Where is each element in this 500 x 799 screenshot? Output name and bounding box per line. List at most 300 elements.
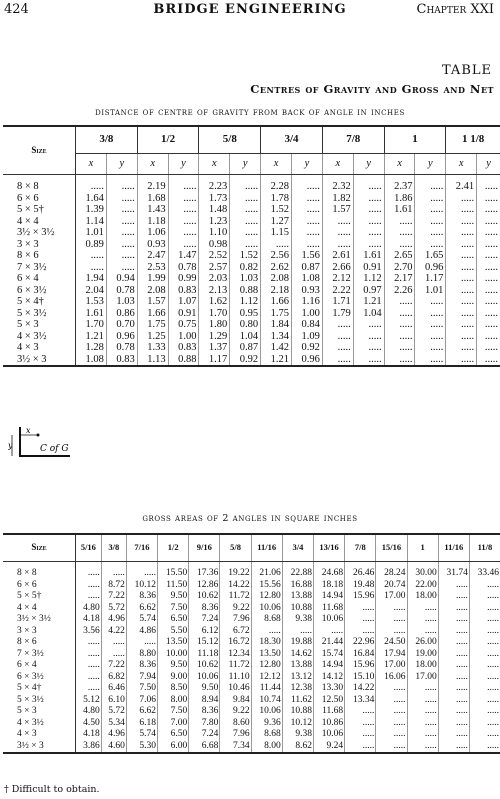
table-cell: 1.82 (322, 193, 353, 205)
table-cell: 0.94 (106, 273, 137, 285)
table-cell: ..... (322, 216, 353, 228)
table-cell: 21.06 (251, 562, 282, 580)
table-cell: ..... (469, 614, 500, 626)
table-cell: 11.62 (282, 695, 313, 707)
table-cell: 1.10 (199, 227, 230, 239)
table-cell: ..... (469, 695, 500, 707)
table-cell: 19.48 (345, 580, 376, 592)
table-cell: ..... (261, 239, 292, 251)
table-cell: 11.18 (189, 649, 220, 661)
table-cell: 0.96 (106, 331, 137, 343)
table-cell: ..... (469, 603, 500, 615)
table-cell: 1.03 (106, 296, 137, 308)
table-cell: 15.96 (345, 591, 376, 603)
table-cell: ..... (106, 193, 137, 205)
table-cell: 1.94 (76, 273, 107, 285)
table-cell: 5.72 (101, 706, 126, 718)
table-cell: 30.00 (407, 562, 438, 580)
table-cell: 1.99 (137, 273, 168, 285)
table-row (3, 660, 500, 672)
table-cell: 12.80 (251, 660, 282, 672)
table-cell: ..... (376, 706, 407, 718)
table-cell: 2.22 (322, 285, 353, 297)
table-cell: ..... (292, 175, 323, 193)
table-cell: ..... (469, 626, 500, 638)
angle-size-cell: 5 × 4† (3, 296, 76, 308)
table-cell: 1.13 (137, 354, 168, 367)
angle-size-cell: 5 × 3 (3, 319, 76, 331)
table-cell: ..... (76, 683, 102, 695)
table-cell: ..... (477, 319, 500, 331)
table-cell: 6.46 (101, 683, 126, 695)
angle-size-cell: 5 × 4† (3, 683, 76, 695)
table-cell: 6.62 (126, 603, 157, 615)
table-cell: 11.68 (313, 603, 344, 615)
table-cell: 0.91 (353, 262, 384, 274)
table-cell: 16.84 (345, 649, 376, 661)
angle-size-cell: 4 × 3½ (3, 331, 76, 343)
table-cell: 0.99 (168, 273, 199, 285)
table-cell: ..... (76, 250, 107, 262)
table-cell: ..... (446, 331, 477, 343)
angle-size-cell: 4 × 3½ (3, 718, 76, 730)
table-cell: ..... (230, 227, 261, 239)
table-cell: 4.96 (101, 614, 126, 626)
table-cell: 1.61 (353, 250, 384, 262)
table-cell: ..... (477, 262, 500, 274)
table-cell: 1.07 (168, 296, 199, 308)
angle-size-cell: 8 × 6 (3, 637, 76, 649)
table-cell: 9.50 (158, 591, 189, 603)
table-row (3, 729, 500, 741)
table-cell: ..... (438, 580, 469, 592)
table-cell: ..... (469, 706, 500, 718)
angle-centroid-diagram (8, 423, 78, 459)
table-cell: 8.36 (126, 591, 157, 603)
table-cell: 11.44 (251, 683, 282, 695)
table-cell: ..... (376, 614, 407, 626)
table-cell: ..... (438, 729, 469, 741)
table-cell: 0.70 (106, 319, 137, 331)
table-cell: 13.50 (251, 649, 282, 661)
table-cell: 2.53 (137, 262, 168, 274)
table-cell: 1.75 (261, 308, 292, 320)
table-cell: 2.12 (322, 273, 353, 285)
table-cell: ..... (415, 193, 446, 205)
footnote: † Difficult to obtain. (4, 784, 100, 795)
thickness-group-header: 1 1/8 (446, 126, 500, 154)
table-cell: 18.00 (407, 660, 438, 672)
table-cell: 15.96 (345, 660, 376, 672)
table-cell: 24.50 (376, 637, 407, 649)
gross-areas-table (3, 533, 500, 754)
angle-size-cell: 8 × 8 (3, 562, 76, 580)
table-cell: 11.72 (220, 591, 251, 603)
thickness-column-header: 1 (407, 534, 438, 562)
table-cell: ..... (76, 649, 102, 661)
table-cell: 4.22 (101, 626, 126, 638)
table-cell: 4.80 (76, 706, 102, 718)
table-cell: 0.88 (168, 354, 199, 367)
table-cell: 6.00 (158, 741, 189, 754)
table-cell: ..... (292, 227, 323, 239)
table-cell: 10.62 (189, 591, 220, 603)
table-cell: ..... (477, 285, 500, 297)
table-row (3, 319, 500, 331)
table-cell: 13.30 (313, 683, 344, 695)
table-cell: ..... (446, 250, 477, 262)
table-cell: 1.70 (76, 319, 107, 331)
table-row (3, 285, 500, 297)
table-row (3, 273, 500, 285)
angle-size-cell: 6 × 4 (3, 660, 76, 672)
table-cell: ..... (477, 250, 500, 262)
table-cell: 2.47 (137, 250, 168, 262)
table-cell: ..... (446, 204, 477, 216)
table-row (3, 683, 500, 695)
table-cell: 4.18 (76, 729, 102, 741)
table-cell: 1.04 (230, 331, 261, 343)
table-cell: 0.89 (76, 239, 107, 251)
thickness-column-header: 11/16 (251, 534, 282, 562)
thickness-column-header: 3/8 (101, 534, 126, 562)
table-cell: 2.13 (199, 285, 230, 297)
table-cell: ..... (376, 603, 407, 615)
table-cell: ..... (477, 273, 500, 285)
table-cell: 16.88 (282, 580, 313, 592)
table-row (3, 614, 500, 626)
table-cell: 1.78 (261, 193, 292, 205)
table-cell: 1.79 (322, 308, 353, 320)
table-cell: ..... (106, 204, 137, 216)
table-cell: ..... (477, 354, 500, 367)
angle-size-cell: 5 × 5† (3, 591, 76, 603)
table-cell: ..... (292, 239, 323, 251)
table-row (3, 695, 500, 707)
table-cell: 12.80 (251, 591, 282, 603)
table-cell: 3.56 (76, 626, 102, 638)
table-cell: ..... (168, 193, 199, 205)
y-column-header: y (230, 154, 261, 175)
table-cell: 1.66 (137, 308, 168, 320)
table-cell: 10.00 (158, 649, 189, 661)
table-cell: 10.46 (220, 683, 251, 695)
table-cell: ..... (353, 331, 384, 343)
table-cell: ..... (469, 591, 500, 603)
table-cell: ..... (384, 308, 415, 320)
thickness-column-header: 5/8 (220, 534, 251, 562)
table-cell: 9.84 (220, 695, 251, 707)
y-column-header: y (292, 154, 323, 175)
table-cell: ..... (438, 591, 469, 603)
table-cell: ..... (415, 308, 446, 320)
table-cell: 10.12 (282, 718, 313, 730)
table-cell: 8.00 (251, 741, 282, 754)
table-row (3, 193, 500, 205)
table-cell: 1.53 (76, 296, 107, 308)
table-cell: 4.80 (76, 603, 102, 615)
table-cell: 8.60 (220, 718, 251, 730)
y-column-header: y (477, 154, 500, 175)
table-cell: 2.66 (322, 262, 353, 274)
table-cell: 1.06 (137, 227, 168, 239)
y-column-header: y (415, 154, 446, 175)
table-cell: 4.60 (101, 741, 126, 754)
table-cell: 6.68 (189, 741, 220, 754)
table-cell: ..... (376, 718, 407, 730)
table-cell: 12.12 (251, 672, 282, 684)
table-cell: 1.86 (384, 193, 415, 205)
table-cell: ..... (384, 239, 415, 251)
table-cell: 18.00 (407, 591, 438, 603)
table-cell: 19.88 (282, 637, 313, 649)
table-cell: 13.34 (345, 695, 376, 707)
table-cell: 17.94 (376, 649, 407, 661)
table-cell: 1.52 (230, 250, 261, 262)
table-cell: ..... (230, 216, 261, 228)
table-cell: 12.50 (313, 695, 344, 707)
table-cell: 5.74 (126, 614, 157, 626)
table-cell: 5.12 (76, 695, 102, 707)
angle-size-cell: 6 × 3½ (3, 285, 76, 297)
thickness-group-header: 3/4 (261, 126, 323, 154)
table-cell: 2.37 (384, 175, 415, 193)
table-row (3, 580, 500, 592)
table-cell: 0.83 (168, 342, 199, 354)
x-column-header: x (384, 154, 415, 175)
table-cell: 1.00 (168, 331, 199, 343)
table-cell: 10.62 (189, 660, 220, 672)
table-cell: ..... (322, 331, 353, 343)
table-cell: 4.50 (76, 718, 102, 730)
table-cell: 1.71 (322, 296, 353, 308)
table-cell: 1.03 (230, 273, 261, 285)
table-cell: ..... (353, 193, 384, 205)
table-cell: ..... (76, 580, 102, 592)
table-cell: 0.88 (230, 285, 261, 297)
table-cell: ..... (292, 216, 323, 228)
table-cell: 16.72 (220, 637, 251, 649)
table-cell: ..... (101, 637, 126, 649)
table-cell: 1.16 (292, 296, 323, 308)
table-cell: ..... (469, 580, 500, 592)
table-cell: ..... (446, 285, 477, 297)
table-cell: ..... (76, 262, 107, 274)
table-cell: 1.56 (292, 250, 323, 262)
table-cell: 13.88 (282, 591, 313, 603)
table-row (3, 718, 500, 730)
table-cell: 7.96 (220, 729, 251, 741)
thickness-group-header: 1/2 (137, 126, 199, 154)
table-cell: ..... (446, 193, 477, 205)
table-cell: 6.18 (126, 718, 157, 730)
table-cell: 13.12 (282, 672, 313, 684)
angle-size-cell: 4 × 4 (3, 216, 76, 228)
table-cell: 2.04 (76, 285, 107, 297)
table-cell: 2.26 (384, 285, 415, 297)
thickness-column-header: 7/16 (126, 534, 157, 562)
thickness-column-header: 15/16 (376, 534, 407, 562)
table-cell: ..... (76, 672, 102, 684)
thickness-column-header: 1/2 (158, 534, 189, 562)
table-cell: 13.50 (158, 637, 189, 649)
table-cell: 5.30 (126, 741, 157, 754)
table-cell: ..... (376, 729, 407, 741)
table-cell: 15.50 (158, 562, 189, 580)
table-cell: ..... (384, 319, 415, 331)
angle-size-cell: 3½ × 3½ (3, 614, 76, 626)
table-cell: 0.78 (106, 285, 137, 297)
table-row (3, 239, 500, 251)
table-cell: 17.00 (376, 591, 407, 603)
table-cell: 0.93 (137, 239, 168, 251)
table-cell: 14.94 (313, 660, 344, 672)
table-cell: ..... (438, 695, 469, 707)
x-column-header: x (199, 154, 230, 175)
table-cell: ..... (407, 626, 438, 638)
table-row (3, 603, 500, 615)
table-cell: ..... (353, 175, 384, 193)
table-cell: 8.72 (101, 580, 126, 592)
table-cell: ..... (407, 614, 438, 626)
table-cell: 1.21 (353, 296, 384, 308)
table-cell: 0.86 (106, 308, 137, 320)
table-cell: ..... (384, 227, 415, 239)
table-cell: ..... (438, 649, 469, 661)
table-cell: ..... (446, 273, 477, 285)
centre-of-gravity-table (3, 125, 500, 367)
table-cell: ..... (76, 637, 102, 649)
table-cell: ..... (446, 262, 477, 274)
angle-size-cell: 3 × 3 (3, 239, 76, 251)
table-cell: 1.47 (168, 250, 199, 262)
table-cell: 1.43 (137, 204, 168, 216)
table-cell: 8.94 (189, 695, 220, 707)
table-cell: ..... (345, 626, 376, 638)
table-cell: ..... (345, 718, 376, 730)
thickness-column-header: 13/16 (313, 534, 344, 562)
table-cell: 16.06 (376, 672, 407, 684)
table-cell: ..... (446, 239, 477, 251)
table-cell: ..... (415, 342, 446, 354)
table-cell: 5.72 (101, 603, 126, 615)
table-cell: 8.62 (282, 741, 313, 754)
table-cell: ..... (230, 175, 261, 193)
table-cell: 6.62 (126, 706, 157, 718)
table-cell: 7.94 (126, 672, 157, 684)
table-cell: 0.75 (168, 319, 199, 331)
table-cell: 1.34 (261, 331, 292, 343)
table-cell: ..... (438, 614, 469, 626)
table-cell: ..... (384, 331, 415, 343)
table-cell: ..... (477, 175, 500, 193)
table-cell: 6.12 (189, 626, 220, 638)
table-cell: ..... (438, 603, 469, 615)
table-row (3, 250, 500, 262)
table-cell: ..... (168, 204, 199, 216)
table-cell: 2.08 (261, 273, 292, 285)
angle-size-cell: 7 × 3½ (3, 649, 76, 661)
table-cell: 12.34 (220, 649, 251, 661)
thickness-group-header: 5/8 (199, 126, 261, 154)
table-cell: ..... (322, 239, 353, 251)
table-cell: 1.37 (199, 342, 230, 354)
table-cell: ..... (438, 718, 469, 730)
x-column-header: x (76, 154, 107, 175)
table-cell: ..... (282, 626, 313, 638)
table-cell: ..... (106, 216, 137, 228)
table-cell: 7.00 (158, 718, 189, 730)
table-cell: ..... (292, 193, 323, 205)
table-cell: 6.72 (220, 626, 251, 638)
table-cell: 15.12 (189, 637, 220, 649)
table-cell: 1.14 (76, 216, 107, 228)
table-cell: ..... (76, 175, 107, 193)
table-cell: 4.96 (101, 729, 126, 741)
table-cell: ..... (384, 354, 415, 367)
table-cell: 1.66 (261, 296, 292, 308)
table-cell: 8.36 (189, 706, 220, 718)
angle-size-cell: 6 × 6 (3, 193, 76, 205)
table-cell: 26.00 (407, 637, 438, 649)
table-cell: ..... (415, 239, 446, 251)
angle-size-cell: 4 × 3 (3, 729, 76, 741)
thickness-column-header: 5/16 (76, 534, 102, 562)
table-cell: ..... (376, 695, 407, 707)
table-cell: 1.39 (76, 204, 107, 216)
table-cell: ..... (446, 227, 477, 239)
table-cell: ..... (407, 741, 438, 754)
table-cell: ..... (469, 729, 500, 741)
table-cell: 0.78 (106, 342, 137, 354)
table-cell: 9.38 (282, 729, 313, 741)
table-cell: 7.24 (189, 614, 220, 626)
table-cell: 7.50 (126, 683, 157, 695)
table-cell: ..... (384, 296, 415, 308)
table-cell: 9.50 (189, 683, 220, 695)
table-cell: 10.88 (282, 603, 313, 615)
table-cell: 15.56 (251, 580, 282, 592)
table-cell: 7.34 (220, 741, 251, 754)
angle-size-cell: 7 × 3½ (3, 262, 76, 274)
size-column-header: Size (3, 534, 76, 562)
table-cell: 2.57 (199, 262, 230, 274)
angle-size-cell: 5 × 3½ (3, 308, 76, 320)
angle-size-cell: 3½ × 3½ (3, 227, 76, 239)
angle-size-cell: 4 × 3 (3, 342, 76, 354)
table-cell: 1.64 (76, 193, 107, 205)
table-cell: 0.95 (230, 308, 261, 320)
table-cell: 0.87 (292, 262, 323, 274)
table-cell: ..... (407, 706, 438, 718)
table-cell: 0.98 (199, 239, 230, 251)
table-cell: 8.50 (158, 683, 189, 695)
table-cell: ..... (446, 354, 477, 367)
table-cell: 2.23 (199, 175, 230, 193)
table-cell: 1.17 (415, 273, 446, 285)
table-cell: ..... (469, 741, 500, 754)
table-cell: ..... (446, 342, 477, 354)
table-cell: 10.74 (251, 695, 282, 707)
table-cell: 26.46 (345, 562, 376, 580)
table-cell: 2.28 (261, 175, 292, 193)
table-cell: 10.06 (313, 614, 344, 626)
table-row (3, 204, 500, 216)
y-column-header: y (168, 154, 199, 175)
thickness-group-header: 3/8 (76, 126, 138, 154)
table-cell: 2.18 (261, 285, 292, 297)
table-cell: 12.86 (189, 580, 220, 592)
